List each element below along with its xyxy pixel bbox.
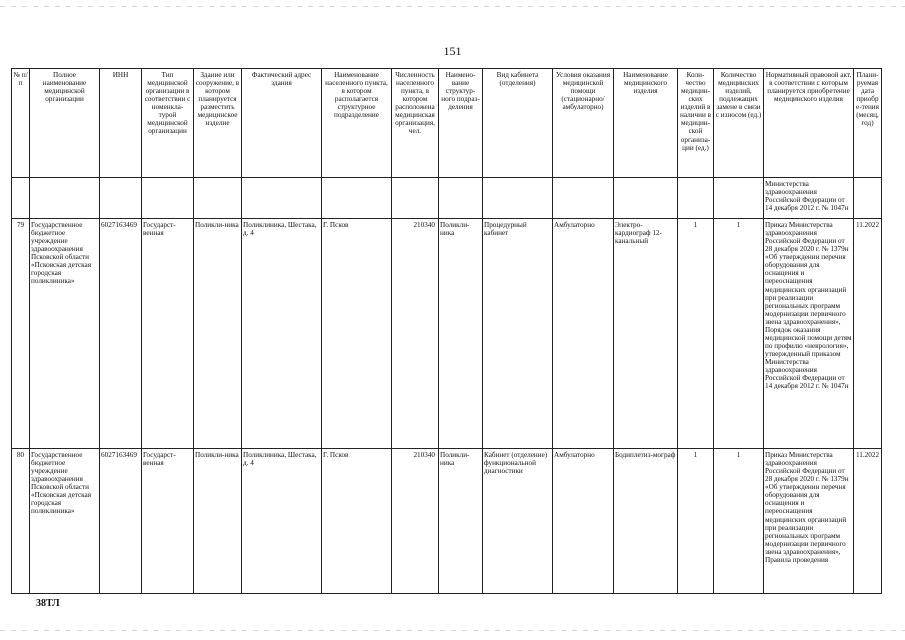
continuation-act: Министерства здравоохранения Российской Федерации от 14 декабря 2012 г. № 1047н xyxy=(764,178,854,219)
header-population: Численность населенного пункта, в котором расположена медицинская организация, чел. xyxy=(392,69,439,178)
header-date: Плани-руемая дата приобре-тения (месяц, год) xyxy=(854,69,882,178)
cell-org: Государственное бюджетное учреждение здравоохранения Псковской области «Псковская детская городская поликлиника» xyxy=(30,449,100,594)
cell-act: Приказ Министерства здравоохранения Российской Федерации от 28 декабря 2020 г. № 1379н «Об утверждении перечня оборудования для оснащения и переоснащения медицинских организаций при реализации региональных программ модернизации первичного звена здравоохранения», Порядок оказания медицинской помощи детям по профилю «неврология», утвержденный приказом Министерства здравоохранения Российской Федерации от 14 декабря 2012 г. № 1047н xyxy=(764,219,854,449)
scan-artifact-top xyxy=(0,6,905,7)
cell-building: Поликли-ника xyxy=(194,449,242,594)
header-unit: Наимено-вание структур-ного подраз-деления xyxy=(439,69,483,178)
cell-address: Поликлиника, Шестака, д. 4 xyxy=(242,449,322,594)
header-inn: ИНН xyxy=(100,69,142,178)
cell-qty: 1 xyxy=(678,219,714,449)
header-qty: Коли-чество медицин-ских изделий в наличии в медицин-ской организа-ции (ед.) xyxy=(678,69,714,178)
header-act: Нормативный правовой акт, в соответствии с которым планируется приобретение медицинского изделия xyxy=(764,69,854,178)
cell-locality: Г. Псков xyxy=(322,219,392,449)
header-org: Полное наименование медицинской организации xyxy=(30,69,100,178)
cell-inn: 6027163469 xyxy=(100,449,142,594)
header-address: Фактический адрес здания xyxy=(242,69,322,178)
header-locality: Наименование населенного пункта, в котором располагается структурное подразделение xyxy=(322,69,392,178)
header-cabinet: Вид кабинета (отделения) xyxy=(483,69,553,178)
cell-date: 11.2022 xyxy=(854,219,882,449)
table-row xyxy=(12,219,882,449)
table-row-continuation xyxy=(12,178,882,219)
header-device: Наименование медицинского изделия xyxy=(614,69,678,178)
cell-device: Электро-кардиограф 12-канальный xyxy=(614,219,678,449)
cell-cabinet: Кабинет (отделение) функциональной диагностики xyxy=(483,449,553,594)
cell-unit: Поликли-ника xyxy=(439,219,483,449)
page-number: 151 xyxy=(443,44,462,58)
header-replace: Количество медицинских изделий, подлежащих замене в связи с износом (ед.) xyxy=(714,69,764,178)
scan-artifact-bottom xyxy=(0,630,905,631)
cell-date: 11.2022 xyxy=(854,449,882,594)
header-building: Здание или сооружение, в котором планируется разместить медицинское изделие xyxy=(194,69,242,178)
cell-conditions: Амбулаторно xyxy=(553,219,614,449)
equipment-table xyxy=(11,68,882,594)
cell-type: Государст-венная xyxy=(142,219,194,449)
table-header-row xyxy=(12,69,882,178)
table-row xyxy=(12,449,882,594)
cell-population: 210340 xyxy=(392,449,439,594)
cell-cabinet: Процедурный кабинет xyxy=(483,219,553,449)
cell-locality: Г. Псков xyxy=(322,449,392,594)
footer-code: 38ТЛ xyxy=(36,598,60,609)
cell-device: Бодиплетиз-мограф xyxy=(614,449,678,594)
cell-act: Приказ Министерства здравоохранения Российской Федерации от 28 декабря 2020 г. № 1379н «Об утверждении перечня оборудования для оснащения и переоснащения медицинских организаций при реализации региональных программ модернизации первичного звена здравоохранения», Правила проведения xyxy=(764,449,854,594)
cell-type: Государст-венная xyxy=(142,449,194,594)
cell-org: Государственное бюджетное учреждение здравоохранения Псковской области «Псковская детская городская поликлиника» xyxy=(30,219,100,449)
cell-inn: 6027163469 xyxy=(100,219,142,449)
cell-address: Поликлиника, Шестака, д. 4 xyxy=(242,219,322,449)
cell-unit: Поликли-ника xyxy=(439,449,483,594)
header-type: Тип медицинской организации в соответствии с номенкла-турой медицинской организации xyxy=(142,69,194,178)
cell-qty: 1 xyxy=(678,449,714,594)
cell-conditions: Амбулаторно xyxy=(553,449,614,594)
cell-num: 80 xyxy=(12,449,30,594)
cell-population: 210340 xyxy=(392,219,439,449)
cell-num: 79 xyxy=(12,219,30,449)
cell-replace: 1 xyxy=(714,449,764,594)
header-num: № п/п xyxy=(12,69,30,178)
cell-building: Поликли-ника xyxy=(194,219,242,449)
header-conditions: Условия оказания медицинской помощи (стационарно/ амбулаторно) xyxy=(553,69,614,178)
cell-replace: 1 xyxy=(714,219,764,449)
